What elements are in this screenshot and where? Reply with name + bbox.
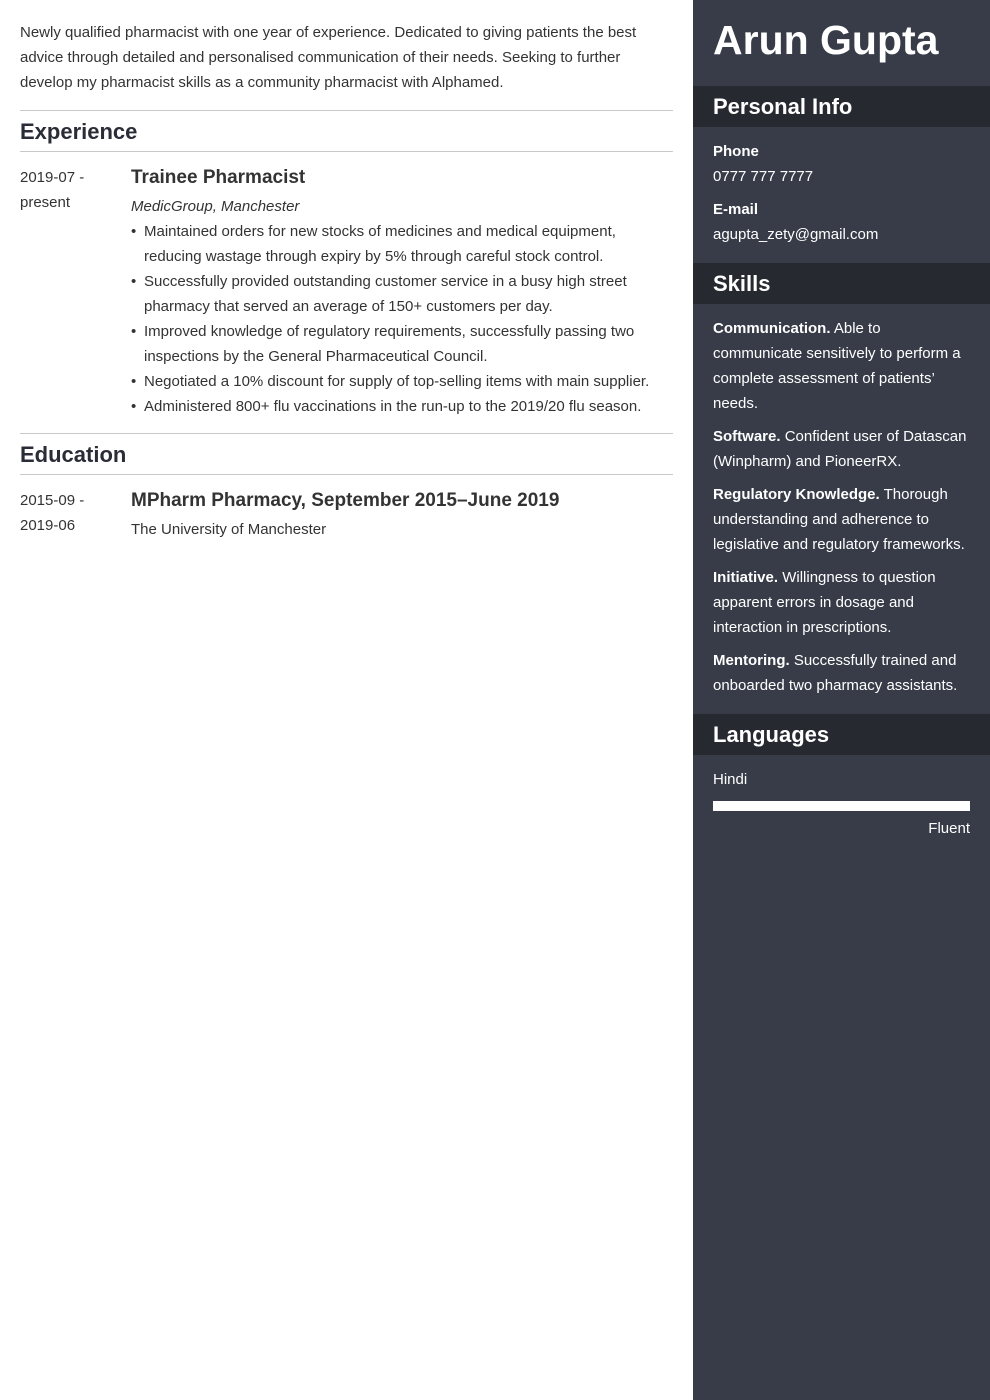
skills-heading: Skills <box>693 263 990 304</box>
languages-heading: Languages <box>693 714 990 755</box>
bullet-icon: • <box>131 398 137 415</box>
sidebar <box>693 0 990 1400</box>
degree-title: MPharm Pharmacy, September 2015–June 2019 <box>131 490 560 511</box>
skill-item <box>713 565 970 640</box>
languages-content <box>693 755 990 857</box>
education-body <box>131 488 673 542</box>
skill-item <box>713 482 970 557</box>
phone-label: Phone <box>713 143 759 160</box>
personal-info-heading: Personal Info <box>693 86 990 127</box>
skill-desc: Successfully trained and onboarded two pharmacy assistants. <box>713 652 958 694</box>
list-item <box>131 319 673 369</box>
employer: MedicGroup, Manchester <box>131 198 300 215</box>
responsibilities-list <box>131 219 673 419</box>
school-name: The University of Manchester <box>131 521 327 538</box>
language-name: Hindi <box>713 771 748 788</box>
bullet-text: Administered 800+ flu vaccinations in the run-up to the 2019/20 flu season. <box>144 398 642 415</box>
bullet-text: Negotiated a 10% discount for supply of top-selling items with main supplier. <box>144 373 650 390</box>
bullet-text: Successfully provided outstanding customer service in a busy high street pharmacy that served an average of 150+ customers per day. <box>144 273 627 315</box>
bullet-icon: • <box>131 273 137 290</box>
experience-body <box>131 165 673 419</box>
skills-content <box>693 304 990 714</box>
candidate-name: Arun Gupta <box>713 17 939 63</box>
job-title: Trainee Pharmacist <box>131 167 306 188</box>
experience-date-end: present <box>20 194 71 211</box>
email-value: agupta_zety@gmail.com <box>713 226 879 243</box>
experience-date-start: 2019-07 - <box>20 169 85 186</box>
bullet-icon: • <box>131 323 137 340</box>
skill-desc: Confident user of Datascan (Winpharm) and PioneerRX. <box>713 428 967 470</box>
education-date-end: 2019-06 <box>20 517 76 534</box>
skill-desc: Able to communicate sensitively to perform a complete assessment of patients’ needs. <box>713 320 961 412</box>
email-label: E-mail <box>713 201 759 218</box>
education-entry <box>20 475 673 542</box>
phone-value: 0777 777 7777 <box>713 168 814 185</box>
bullet-icon: • <box>131 373 137 390</box>
skill-name: Initiative. <box>713 569 779 586</box>
language-proficiency-bar <box>713 801 970 811</box>
skill-name: Communication. <box>713 320 831 337</box>
list-item <box>131 394 673 419</box>
education-heading: Education <box>20 434 673 475</box>
education-date-start: 2015-09 - <box>20 492 85 509</box>
skill-name: Mentoring. <box>713 652 790 669</box>
skill-desc: Thorough understanding and adherence to legislative and regulatory frameworks. <box>713 486 965 553</box>
list-item <box>131 269 673 319</box>
language-level: Fluent <box>928 820 970 837</box>
bullet-icon: • <box>131 223 137 240</box>
skill-item <box>713 648 970 698</box>
experience-entry <box>20 152 673 419</box>
bullet-text: Maintained orders for new stocks of medicines and medical equipment, reducing wastage through expiry by 5% through careful stock control. <box>144 223 616 265</box>
list-item <box>131 219 673 269</box>
bullet-text: Improved knowledge of regulatory requirements, successfully passing two inspections by the General Pharmaceutical Council. <box>144 323 635 365</box>
skill-desc: Willingness to question apparent errors in dosage and interaction in prescriptions. <box>713 569 936 636</box>
list-item <box>131 369 673 394</box>
skill-item <box>713 424 970 474</box>
skill-name: Software. <box>713 428 781 445</box>
experience-heading: Experience <box>20 111 673 152</box>
skill-item <box>713 316 970 416</box>
section-divider <box>20 419 673 434</box>
education-date <box>20 488 131 542</box>
skill-name: Regulatory Knowledge. <box>713 486 880 503</box>
summary: Newly qualified pharmacist with one year of experience. Dedicated to giving patients the best advice through detailed and personalised communication of their needs. Seeking to further develop my pharmacist skills as a community pharmacist with Alphamed. <box>20 20 673 111</box>
experience-date <box>20 165 131 419</box>
personal-info-content <box>693 127 990 263</box>
